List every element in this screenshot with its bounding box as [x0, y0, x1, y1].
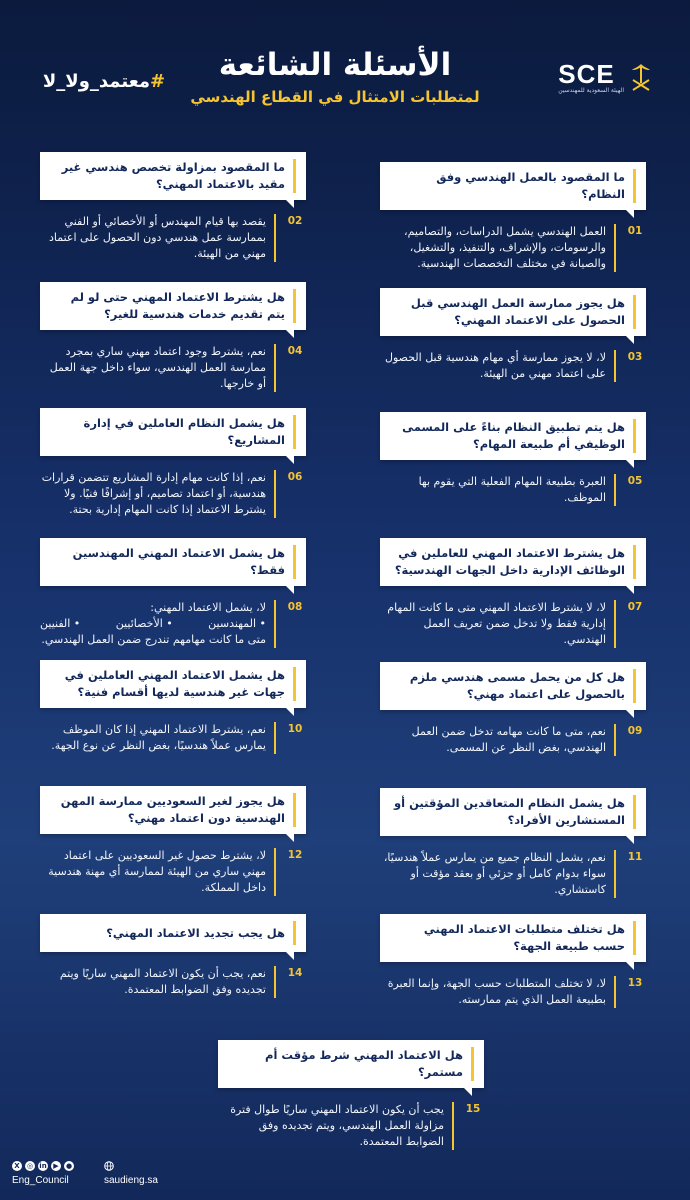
hashtag-symbol: #: [150, 70, 166, 92]
palm-swords-icon: [630, 60, 652, 96]
faq-number: 14: [287, 967, 303, 979]
faq-question: هل يشترط الاعتماد المهني للعاملين في الوظائف الإدارية داخل الجهات الهندسية؟: [380, 538, 646, 586]
faq-answer: لا، يشترط حصول غير السعوديين على اعتماد مهني ساري من الهيئة لممارسة أي مهنة هندسية داخل المملكة.: [40, 848, 276, 896]
bullet-item: • الأخصائيين: [115, 617, 173, 630]
hashtag-text: معتمد_ولا_لا: [42, 70, 151, 92]
faq-item-15: [218, 1040, 484, 1150]
globe-icon: [104, 1161, 114, 1171]
faq-number: 02: [287, 215, 303, 227]
faq-number: 04: [287, 345, 303, 357]
faq-question: هل يشمل النظام العاملين في إدارة المشاريع؟: [40, 408, 306, 456]
faq-item-04: [40, 282, 306, 392]
faq-answer-intro: لا، يشمل الاعتماد المهني:: [150, 601, 266, 614]
faq-number: 01: [627, 225, 643, 237]
faq-item-09: [380, 662, 646, 756]
hashtag: [34, 66, 174, 96]
faq-question: هل يجوز ممارسة العمل الهندسي قبل الحصول على الاعتماد المهني؟: [380, 288, 646, 336]
faq-item-03: [380, 288, 646, 382]
faq-number: 08: [287, 601, 303, 613]
faq-number: 10: [287, 723, 303, 735]
social-block[interactable]: [12, 1161, 74, 1186]
faq-number: 07: [627, 601, 643, 613]
faq-question: هل يتم تطبيق النظام بناءً على المسمى الوظيفي أم طبيعة المهام؟: [380, 412, 646, 460]
faq-item-07: [380, 538, 646, 648]
faq-answer: يجب أن يكون الاعتماد المهني ساريًا طوال فترة مزاولة العمل الهندسي، ويتم تجديده وفق الضوابط المعتمدة.: [218, 1102, 454, 1150]
faq-answer: لا، لا يجوز ممارسة أي مهام هندسية قبل الحصول على اعتماد مهني من الهيئة.: [380, 350, 616, 382]
faq-answer: نعم، متى ما كانت مهامه تدخل ضمن العمل الهندسي، بغض النظر عن المسمى.: [380, 724, 616, 756]
faq-answer: لا، لا يشترط الاعتماد المهني متى ما كانت المهام إدارية فقط ولا تدخل ضمن تعريف العمل الهندسي.: [380, 600, 616, 648]
faq-number: 13: [627, 977, 643, 989]
faq-number: 11: [627, 851, 643, 863]
faq-answer: نعم، يشترط وجود اعتماد مهني ساري بمجرد ممارسة العمل الهندسي، سواء داخل جهة العمل أو خارجها.: [40, 344, 276, 392]
sce-logo: [548, 56, 652, 100]
faq-number: 05: [627, 475, 643, 487]
social-icons: [12, 1161, 74, 1171]
faq-question: هل يشترط الاعتماد المهني حتى لو لم يتم تقديم خدمات هندسية للغير؟: [40, 282, 306, 330]
snapchat-icon[interactable]: ●: [65, 1162, 73, 1170]
faq-item-02: [40, 152, 306, 262]
faq-answer-bullets: [40, 616, 266, 632]
faq-question: هل تختلف متطلبات الاعتماد المهني حسب طبيعة الجهة؟: [380, 914, 646, 962]
faq-number: 15: [465, 1103, 481, 1115]
faq-question: هل يشمل الاعتماد المهني العاملين في جهات غير هندسية لديها أقسام فنية؟: [40, 660, 306, 708]
faq-answer: [40, 600, 276, 648]
faq-answer-outro: متى ما كانت مهامهم تندرج ضمن العمل الهندسي.: [41, 633, 266, 646]
faq-item-08: [40, 538, 306, 648]
faq-question: هل يشمل النظام المتعاقدين المؤقتين أو المستشارين الأفراد؟: [380, 788, 646, 836]
faq-item-01: [380, 162, 646, 272]
faq-answer: نعم، إذا كانت مهام إدارة المشاريع تتضمن قرارات هندسية، أو اعتماد تصاميم، أو إشرافًا فنيًا. ولا يشترط الاعتماد إذا كانت المهام إدارية بحتة.: [40, 470, 276, 518]
faq-number: 12: [287, 849, 303, 861]
logo-subtitle: الهيئة السعودية للمهندسين: [558, 87, 624, 94]
faq-item-14: [40, 914, 306, 998]
page-subtitle: لمتطلبات الامتثال في القطاع الهندسي: [190, 88, 480, 106]
faq-question: هل يجوز لغير السعوديين ممارسة المهن الهندسية دون اعتماد مهني؟: [40, 786, 306, 834]
faq-answer: نعم، يجب أن يكون الاعتماد المهني ساريًا ويتم تجديده وفق الضوابط المعتمدة.: [40, 966, 276, 998]
faq-item-10: [40, 660, 306, 754]
faq-question: ما المقصود بمزاولة تخصص هندسي غير مقيد بالاعتماد المهني؟: [40, 152, 306, 200]
faq-question: ما المقصود بالعمل الهندسي وفق النظام؟: [380, 162, 646, 210]
page-title: الأسئلة الشائعة: [218, 47, 452, 83]
faq-question: هل الاعتماد المهني شرط مؤقت أم مستمر؟: [218, 1040, 484, 1088]
bullet-item: • المهندسين: [208, 617, 266, 630]
x-icon[interactable]: X: [12, 1161, 22, 1171]
faq-answer: نعم، يشترط الاعتماد المهني إذا كان الموظف يمارس عملاً هندسيًا، بغض النظر عن نوع الجهة.: [40, 722, 276, 754]
faq-question: هل يجب تجديد الاعتماد المهني؟: [40, 914, 306, 952]
faq-answer: العمل الهندسي يشمل الدراسات، والتصاميم، والرسومات، والإشراف، والتنفيذ، والتشغيل، والصيانة في مختلف التخصصات الهندسية.: [380, 224, 616, 272]
faq-item-05: [380, 412, 646, 506]
website-block[interactable]: [104, 1161, 158, 1186]
footer: [12, 1161, 158, 1186]
bullet-item: • الفنيين: [40, 617, 81, 630]
linkedin-icon[interactable]: in: [39, 1162, 47, 1170]
faq-item-11: [380, 788, 646, 898]
faq-answer: يقصد بها قيام المهندس أو الأخصائي أو الفني بممارسة عمل هندسي دون الحصول على اعتماد مهني من الهيئة.: [40, 214, 276, 262]
instagram-icon[interactable]: ◎: [26, 1162, 34, 1170]
faq-number: 09: [627, 725, 643, 737]
faq-item-13: [380, 914, 646, 1008]
faq-answer: نعم، يشمل النظام جميع من يمارس عملاً هندسيًا، سواء بدوام كامل أو جزئي أو بعقد مؤقت أو كاستشاري.: [380, 850, 616, 898]
social-handle[interactable]: Eng_Council: [12, 1175, 69, 1186]
faq-answer: العبرة بطبيعة المهام الفعلية التي يقوم بها الموظف.: [380, 474, 616, 506]
faq-item-06: [40, 408, 306, 518]
logo-letters: SCE: [558, 59, 615, 89]
faq-number: 06: [287, 471, 303, 483]
faq-item-12: [40, 786, 306, 896]
faq-answer: لا، لا تختلف المتطلبات حسب الجهة، وإنما العبرة بطبيعة العمل الذي يتم ممارسته.: [380, 976, 616, 1008]
youtube-icon[interactable]: ▶: [51, 1161, 61, 1171]
website-link[interactable]: saudieng.sa: [104, 1175, 158, 1186]
faq-question: هل يشمل الاعتماد المهني المهندسين فقط؟: [40, 538, 306, 586]
faq-question: هل كل من يحمل مسمى هندسي ملزم بالحصول على اعتماد مهني؟: [380, 662, 646, 710]
faq-number: 03: [627, 351, 643, 363]
